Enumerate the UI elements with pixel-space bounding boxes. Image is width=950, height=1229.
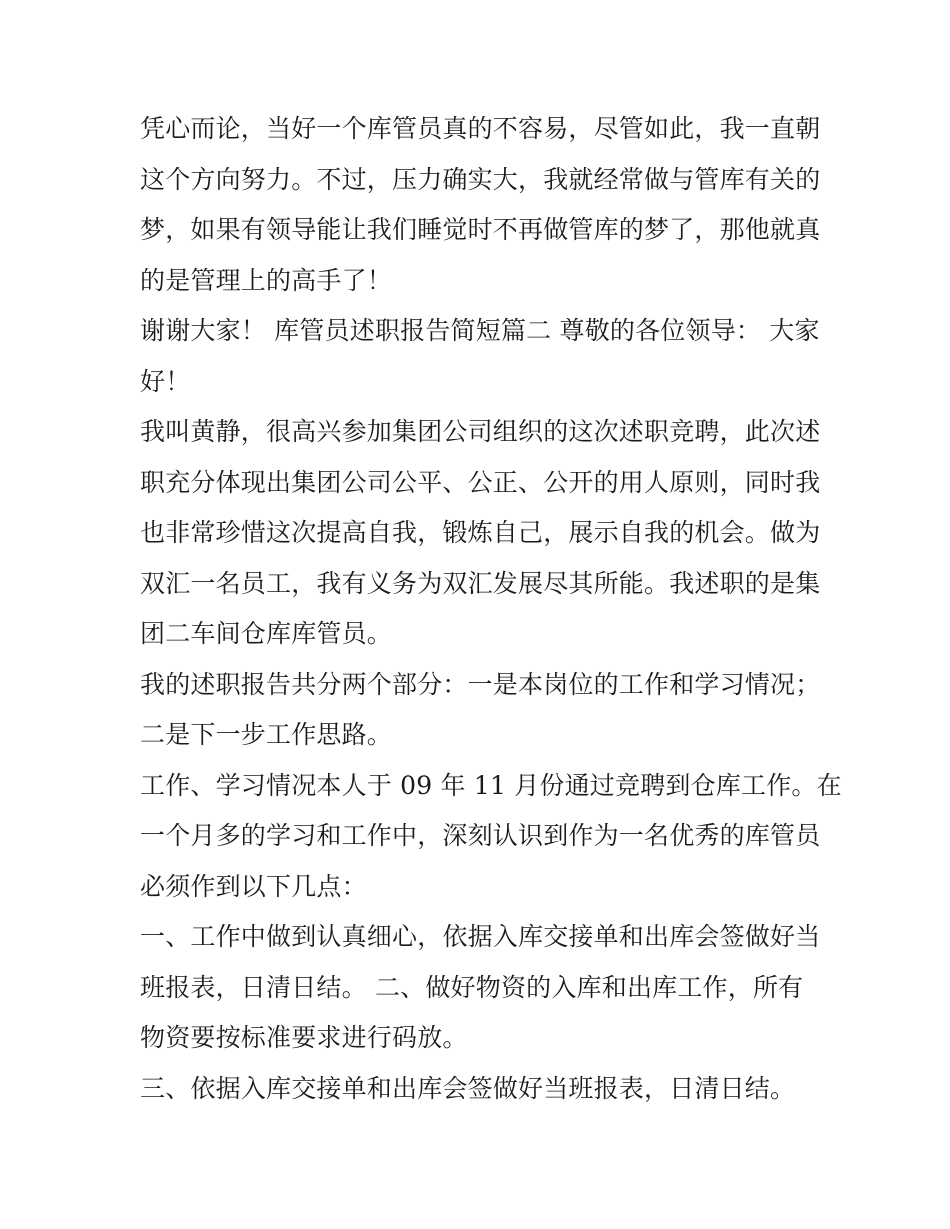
text-line: 团二车间仓库库管员。 bbox=[140, 619, 393, 648]
text-line: 双汇一名员工，我有义务为双汇发展尽其所能。我述职的是集 bbox=[140, 568, 821, 598]
document-body-text bbox=[140, 104, 842, 1114]
text-line: 梦，如果有领导能让我们睡觉时不再做管库的梦了，那他就真 bbox=[140, 215, 821, 244]
text-line: 职充分体现出集团公司公平、公正、公开的用人原则，同时我 bbox=[140, 467, 821, 497]
text-line: 工作、学习情况本人于 09 年 11 月份通过竞聘到仓库工作。在 bbox=[140, 770, 842, 800]
text-line: 好！ bbox=[140, 366, 191, 396]
text-line: 也非常珍惜这次提高自我，锻炼自己，展示自我的机会。做为 bbox=[140, 518, 821, 547]
text-line: 班报表，日清日结。 二、做好物资的入库和出库工作，所有 bbox=[140, 972, 804, 1002]
text-line: 三、依据入库交接单和出库会签做好当班报表，日清日结。 bbox=[140, 1073, 796, 1103]
text-line: 谢谢大家！ 库管员述职报告简短篇二 尊敬的各位领导： 大家 bbox=[140, 316, 820, 345]
text-line: 一、工作中做到认真细心，依据入库交接单和出库会签做好当 bbox=[140, 922, 821, 951]
text-line: 一个月多的学习和工作中，深刻认识到作为一名优秀的库管员 bbox=[140, 821, 821, 850]
text-line: 二是下一步工作思路。 bbox=[140, 720, 393, 749]
text-line: 必须作到以下几点： bbox=[140, 871, 367, 901]
text-line: 的是管理上的高手了！ bbox=[140, 265, 393, 295]
text-line: 物资要按标准要求进行码放。 bbox=[140, 1023, 468, 1052]
text-line: 我的述职报告共分两个部分：一是本岗位的工作和学习情况； bbox=[140, 669, 821, 699]
text-line: 这个方向努力。不过，压力确实大，我就经常做与管库有关的 bbox=[140, 164, 821, 194]
text-line: 凭心而论，当好一个库管员真的不容易，尽管如此，我一直朝 bbox=[140, 114, 821, 143]
text-line: 我叫黄静，很高兴参加集团公司组织的这次述职竞聘，此次述 bbox=[140, 417, 821, 446]
